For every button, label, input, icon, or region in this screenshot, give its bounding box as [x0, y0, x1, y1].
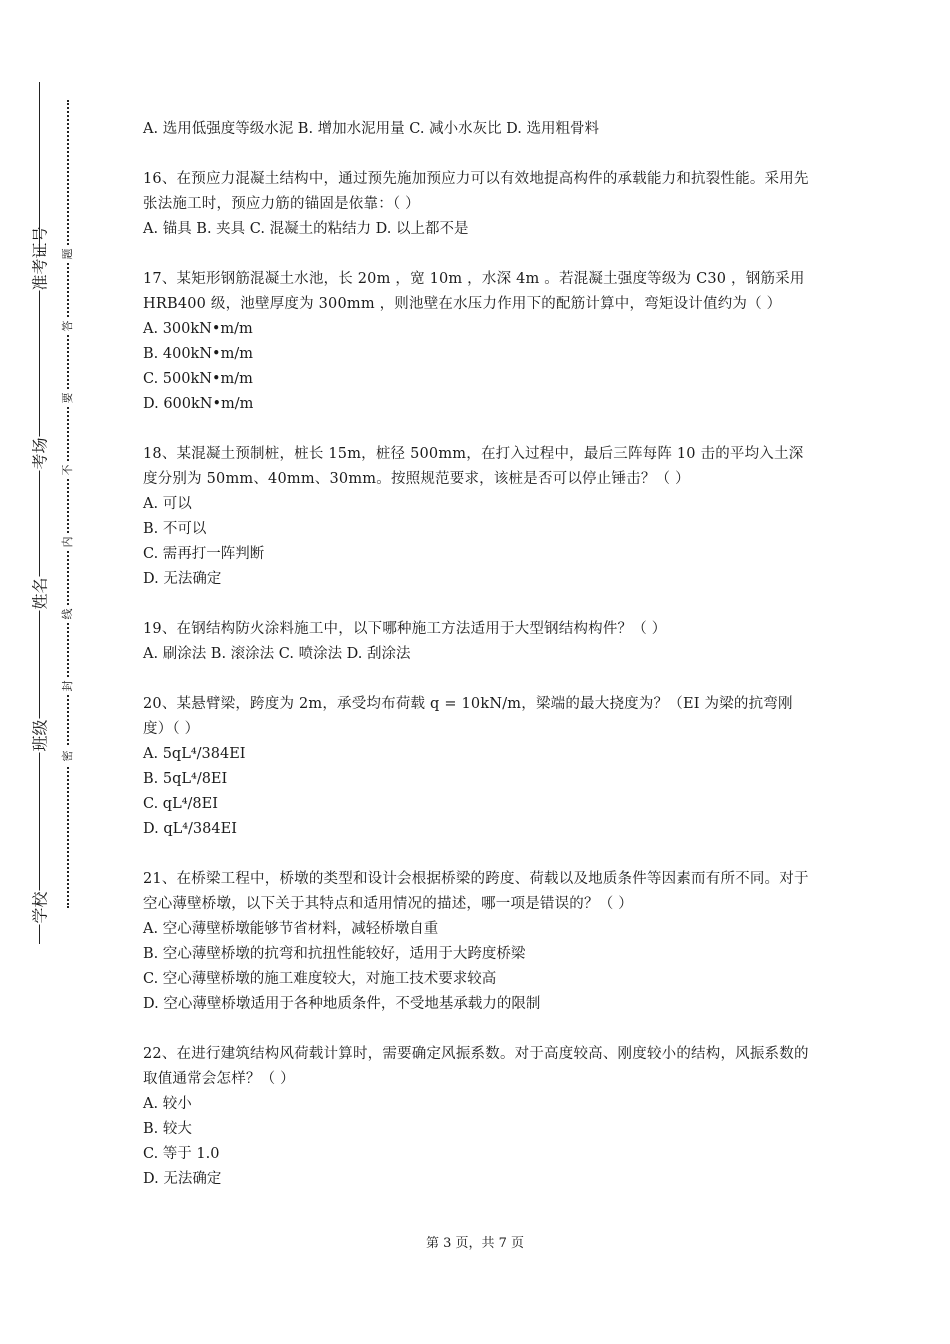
binding-dotted-line — [67, 100, 69, 908]
field-class: 班级 — [24, 719, 55, 753]
question-22 — [143, 1042, 813, 1192]
option-d: D. 无法确定 — [143, 571, 222, 587]
option-d: D. 无法确定 — [143, 1171, 222, 1187]
option-a: A. 5qL⁴/384EI — [143, 746, 246, 762]
seal-char: 题 — [57, 245, 77, 263]
seal-char: 密 — [57, 747, 77, 765]
question-15-options — [143, 117, 813, 142]
binding-solid-line — [39, 82, 40, 944]
field-school: 学校 — [24, 891, 55, 925]
question-19 — [143, 617, 813, 667]
option-c: C. 需再打一阵判断 — [143, 546, 265, 562]
question-21 — [143, 867, 813, 1017]
field-exam-number: 准考证号 — [24, 257, 55, 291]
seal-char: 封 — [57, 677, 77, 695]
question-17 — [143, 267, 813, 417]
question-list — [143, 117, 813, 1217]
option-c: C. 等于 1.0 — [143, 1146, 220, 1162]
question-stem: 18、某混凝土预制桩，桩长 15m，桩径 500mm，在打入过程中，最后三阵每阵 10 击的平均入土深度分别为 50mm、40mm、30mm。按照规范要求，该桩是否可以停止锤击？（ ） — [143, 446, 804, 487]
option: A. 选用低强度等级水泥 B. 增加水泥用量 C. 减小水灰比 D. 选用粗骨料 — [143, 121, 600, 137]
option-d: D. 空心薄壁桥墩适用于各种地质条件，不受地基承载力的限制 — [143, 996, 541, 1012]
seal-char: 内 — [57, 533, 77, 551]
option: A. 锚具 B. 夹具 C. 混凝土的粘结力 D. 以上都不是 — [143, 221, 469, 237]
field-exam-room: 考场 — [24, 437, 55, 471]
option-a: A. 较小 — [143, 1096, 192, 1112]
field-name: 姓名 — [24, 577, 55, 611]
question-stem: 16、在预应力混凝土结构中，通过预先施加预应力可以有效地提高构件的承载能力和抗裂性能。采用先张法施工时，预应力筋的锚固是依靠：（ ） — [143, 171, 809, 212]
option-d: D. 600kN•m/m — [143, 396, 254, 412]
question-stem: 19、在钢结构防火涂料施工中，以下哪种施工方法适用于大型钢结构构件？（ ） — [143, 621, 667, 637]
question-stem: 17、某矩形钢筋混凝土水池，长 20m ，宽 10m ，水深 4m 。若混凝土强度等级为 C30 ，钢筋采用 HRB400 级，池壁厚度为 300mm ，则池壁在水压力作用下的配筋计算中，弯矩设计值约为（ ） — [143, 271, 805, 312]
question-18 — [143, 442, 813, 592]
seal-char: 答 — [57, 317, 77, 335]
seal-char: 要 — [57, 389, 77, 407]
question-stem: 20、某悬臂梁，跨度为 2m，承受均布荷载 q = 10kN/m，梁端的最大挠度为？（EI 为梁的抗弯刚度）（ ） — [143, 696, 793, 737]
seal-char: 不 — [57, 461, 77, 479]
option-b: B. 不可以 — [143, 521, 207, 537]
option-a: A. 300kN•m/m — [143, 321, 253, 337]
option-a: A. 可以 — [143, 496, 192, 512]
option-b: B. 5qL⁴/8EI — [143, 771, 228, 787]
option-b: B. 较大 — [143, 1121, 192, 1137]
seal-char: 线 — [57, 605, 77, 623]
question-16 — [143, 167, 813, 242]
option-d: D. qL⁴/384EI — [143, 821, 237, 837]
option-b: B. 400kN•m/m — [143, 346, 253, 362]
question-20 — [143, 692, 813, 842]
option-b: B. 空心薄壁桥墩的抗弯和抗扭性能较好，适用于大跨度桥梁 — [143, 946, 526, 962]
option: A. 刷涂法 B. 滚涂法 C. 喷涂法 D. 刮涂法 — [143, 646, 411, 662]
binding-strip — [0, 0, 110, 1344]
question-stem: 22、在进行建筑结构风荷载计算时，需要确定风振系数。对于高度较高、刚度较小的结构，风振系数的取值通常会怎样？（ ） — [143, 1046, 809, 1087]
page-number: 第 3 页，共 7 页 — [425, 1236, 525, 1251]
option-c: C. 空心薄壁桥墩的施工难度较大，对施工技术要求较高 — [143, 971, 497, 987]
option-c: C. 500kN•m/m — [143, 371, 253, 387]
question-stem: 21、在桥梁工程中，桥墩的类型和设计会根据桥梁的跨度、荷载以及地质条件等因素而有所不同。对于空心薄壁桥墩，以下关于其特点和适用情况的描述，哪一项是错误的？（ ） — [143, 871, 809, 912]
option-a: A. 空心薄壁桥墩能够节省材料，减轻桥墩自重 — [143, 921, 439, 937]
option-c: C. qL⁴/8EI — [143, 796, 218, 812]
